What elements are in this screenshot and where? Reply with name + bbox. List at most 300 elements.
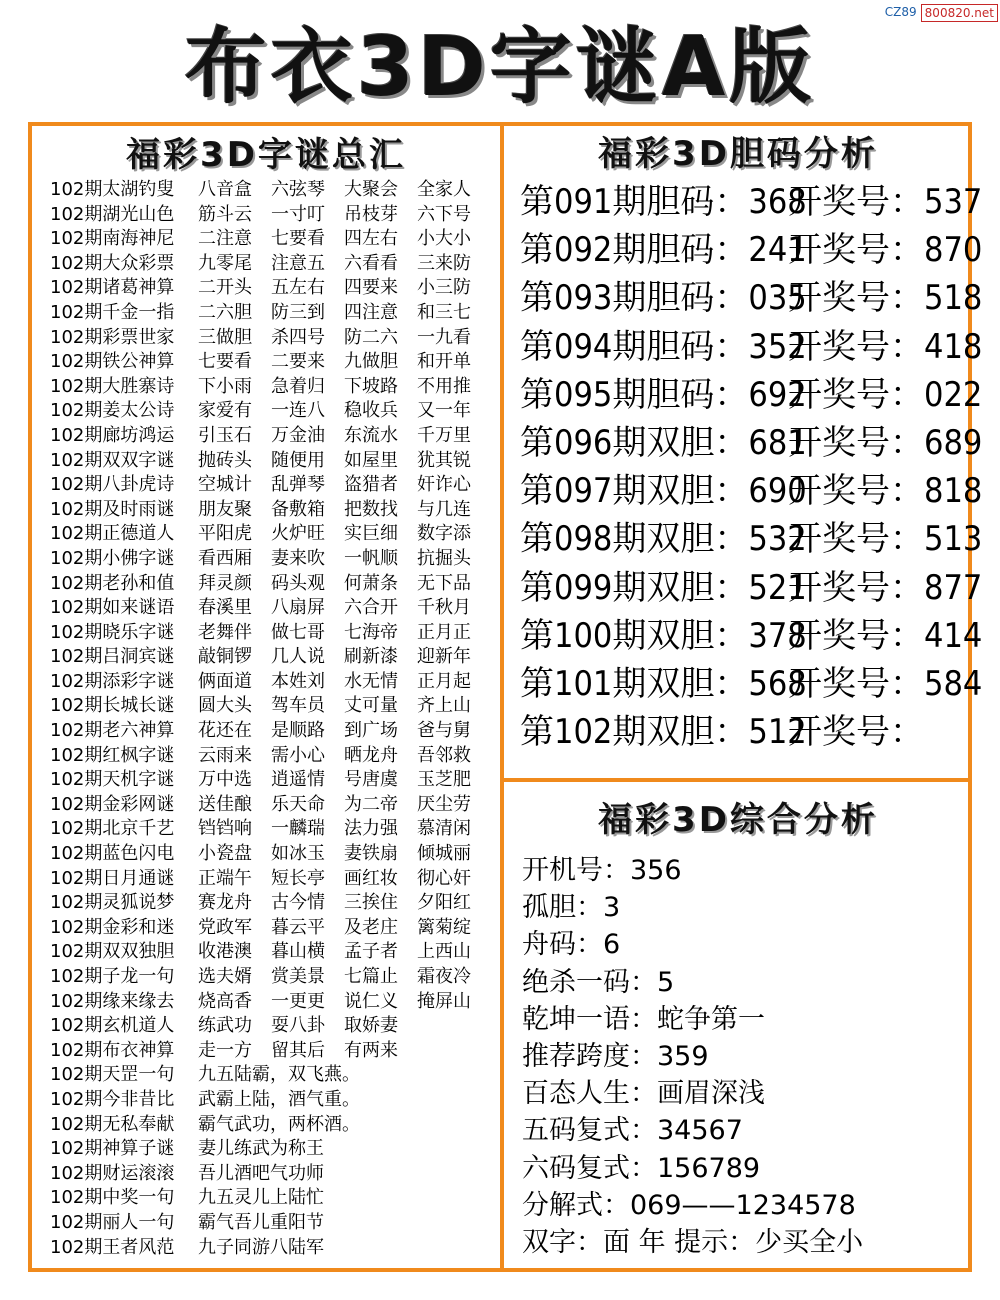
riddle-word: 七海帝: [344, 621, 398, 643]
info-value: 蛇争第一: [657, 1003, 765, 1035]
riddle-word: 走一方: [198, 1039, 252, 1061]
riddle-word: 烧高香: [198, 990, 252, 1012]
riddle-word: 实巨细: [344, 523, 398, 545]
riddle-word: 乱弹琴: [271, 474, 325, 496]
riddle-row: [50, 449, 490, 474]
dan-row: [520, 226, 983, 274]
riddle-word: 说仁义: [344, 990, 398, 1012]
riddle-word: 九零尾: [198, 252, 252, 274]
info-label: 舟码：: [522, 929, 603, 961]
riddle-word: 爸与舅: [417, 720, 471, 742]
riddle-row: [50, 1039, 490, 1064]
dan-code: 第093期胆码：035: [520, 278, 807, 319]
riddle-row: [50, 793, 490, 818]
riddle-word: 驾车员: [271, 695, 325, 717]
riddle-source: 102期南海神尼: [50, 228, 175, 250]
riddle-row: [50, 498, 490, 523]
draw-number: 开奖号：877: [788, 567, 983, 608]
page-title: 布衣3D字谜A版: [184, 20, 816, 115]
info-value: 156789: [657, 1152, 761, 1184]
riddle-source: 102期缘来缘去: [50, 990, 175, 1012]
riddle-word: 和三七: [417, 301, 471, 323]
riddle-word: 与几连: [417, 498, 471, 520]
riddle-row: [50, 301, 490, 326]
riddle-word: 二要来: [271, 351, 325, 373]
info-value: 面 年 提示：少买全小: [603, 1226, 864, 1258]
riddle-source: 102期诸葛神算: [50, 277, 175, 299]
riddle-word: 水无情: [344, 670, 398, 692]
riddle-word: 妻铁扇: [344, 843, 398, 865]
riddle-word: 平阳虎: [198, 523, 252, 545]
info-value: 359: [657, 1040, 709, 1072]
riddle-source: 102期丽人一句: [50, 1211, 175, 1233]
info-row: [522, 889, 962, 926]
info-row: [522, 1224, 962, 1261]
riddle-source: 102期红枫字谜: [50, 744, 175, 766]
riddle-word: 下小雨: [198, 375, 252, 397]
riddle-word: 拜灵颜: [198, 572, 252, 594]
riddle-word: 春溪里: [198, 597, 252, 619]
info-list: [522, 852, 962, 1261]
info-label: 乾坤一语：: [522, 1003, 657, 1035]
riddle-word: 下坡路: [344, 375, 398, 397]
riddle-source: 102期铁公神算: [50, 351, 175, 373]
riddle-word: 选夫婿: [198, 966, 252, 987]
riddle-word: 小三防: [417, 277, 471, 299]
riddle-word: 万中选: [198, 769, 252, 791]
riddle-word: 彻心奸: [417, 867, 471, 889]
riddle-word: 注意五: [271, 252, 325, 274]
dan-row: [520, 515, 983, 563]
riddle-source: 102期双双字谜: [50, 449, 175, 471]
riddle-word: 杀四号: [271, 326, 325, 348]
riddle-source: 102期老孙和值: [50, 572, 175, 594]
dan-row: [520, 419, 983, 467]
draw-number: 开奖号：818: [788, 471, 983, 512]
dan-row: [520, 564, 983, 612]
riddle-row: [50, 375, 490, 400]
riddle-word: 逍遥情: [271, 769, 325, 791]
riddle-word: 盗猎者: [344, 474, 398, 496]
dan-row: [520, 467, 983, 515]
riddle-word: 收港澳: [198, 941, 252, 963]
riddle-word: 需小心: [271, 744, 325, 766]
riddle-row: [50, 891, 490, 916]
riddle-source: 102期神算子谜: [50, 1138, 175, 1160]
draw-number: 开奖号：870: [788, 230, 983, 271]
riddle-word: 短长亭: [271, 867, 325, 889]
riddle-word: 吾邻救: [417, 744, 471, 766]
riddle-word: 铛铛响: [198, 818, 252, 840]
riddle-word: 一麟瑞: [271, 818, 325, 840]
riddle-word: 一连八: [271, 400, 325, 422]
riddle-word: 四注意: [344, 301, 398, 323]
draw-number: 开奖号：584: [788, 663, 983, 704]
riddle-word: 奸诈心: [417, 474, 471, 496]
riddle-verse: 九五陆霸，双飞燕。: [198, 1064, 360, 1086]
riddle-source: 102期正德道人: [50, 523, 175, 545]
dan-code: 第100期双胆：378: [520, 615, 807, 656]
riddle-word: 六看看: [344, 252, 398, 274]
riddle-row: [50, 768, 490, 793]
riddle-word: 三来防: [417, 252, 471, 274]
riddle-source: 102期长城长谜: [50, 695, 175, 717]
riddle-row: [50, 547, 490, 572]
comprehensive-analysis-title: 福彩3D综合分析: [598, 800, 878, 840]
riddle-source: 102期大众彩票: [50, 252, 175, 274]
riddle-source: 102期双双独胆: [50, 941, 175, 963]
riddle-word: 七要看: [271, 228, 325, 250]
riddle-source: 102期金彩和迷: [50, 916, 175, 938]
riddle-source: 102期晓乐字谜: [50, 621, 175, 643]
draw-number: 开奖号：518: [788, 278, 983, 319]
riddle-word: 火炉旺: [271, 523, 325, 545]
riddle-row: [50, 1014, 490, 1039]
riddle-verse: 九五灵儿上陆忙: [198, 1187, 324, 1209]
riddle-row: [50, 965, 490, 990]
riddle-summary-title: 福彩3D字谜总汇: [126, 135, 406, 175]
riddle-word: 六弦琴: [271, 179, 325, 200]
info-label: 分解式：: [522, 1189, 630, 1221]
riddle-word: 圆大头: [198, 695, 252, 717]
riddle-word: 暮云平: [271, 916, 325, 938]
riddle-row: [50, 276, 490, 301]
riddle-row: [50, 227, 490, 252]
riddle-source: 102期天罡一句: [50, 1064, 175, 1086]
riddle-row: [50, 326, 490, 351]
riddle-row: [50, 621, 490, 646]
riddle-word: 不用推: [417, 375, 471, 397]
dan-row: [520, 660, 983, 708]
riddle-word: 八音盒: [198, 179, 252, 200]
riddle-word: 正端午: [198, 867, 252, 889]
riddle-word: 到广场: [344, 720, 398, 742]
riddle-word: 几人说: [271, 646, 325, 668]
dan-code: 第102期双胆：512: [520, 712, 807, 753]
info-row: [522, 1001, 962, 1038]
riddle-list: [50, 178, 490, 1260]
riddle-word: 六下号: [417, 203, 471, 225]
riddle-word: 古今情: [271, 892, 325, 914]
riddle-word: 练武功: [198, 1015, 252, 1037]
riddle-word: 小瓷盘: [198, 843, 252, 865]
riddle-word: 孟子者: [344, 941, 398, 963]
info-label: 五码复式：: [522, 1115, 657, 1147]
riddle-word: 八扇屏: [271, 597, 325, 619]
riddle-source: 102期金彩网谜: [50, 793, 175, 815]
info-label: 推荐跨度：: [522, 1040, 657, 1072]
watermark-site: 800820.net: [921, 4, 998, 22]
riddle-word: 备敷箱: [271, 498, 325, 520]
dan-row: [520, 323, 983, 371]
riddle-row: [50, 990, 490, 1015]
riddle-word: 画红妆: [344, 867, 398, 889]
info-value: 画眉深浅: [657, 1078, 765, 1110]
riddle-word: 妻来吹: [271, 547, 325, 569]
riddle-row: [50, 399, 490, 424]
riddle-source: 102期天机字谜: [50, 769, 175, 791]
riddle-word: 正月起: [417, 670, 471, 692]
riddle-word: 看西厢: [198, 547, 252, 569]
riddle-word: 是顺路: [271, 720, 325, 742]
riddle-word: [417, 1039, 490, 1064]
riddle-word: 如冰玉: [271, 843, 325, 865]
dan-analysis-title: 福彩3D胆码分析: [598, 134, 878, 174]
riddle-source: 102期太湖钓叟: [50, 179, 175, 200]
dan-code: 第091期胆码：368: [520, 182, 807, 222]
riddle-word: 万金油: [271, 424, 325, 446]
riddle-word: 全家人: [417, 179, 471, 200]
riddle-row: [50, 1088, 490, 1113]
riddle-word: 及老庄: [344, 916, 398, 938]
riddle-row: [50, 645, 490, 670]
riddle-row: [50, 744, 490, 769]
riddle-word: 一寸叮: [271, 203, 325, 225]
riddle-word: 俩面道: [198, 670, 252, 692]
info-label: 百态人生：: [522, 1078, 657, 1110]
comprehensive-analysis-panel: [504, 782, 972, 1272]
riddle-word: 号唐虞: [344, 769, 398, 791]
riddle-source: 102期廊坊鸿运: [50, 424, 175, 446]
riddle-row: [50, 1063, 490, 1088]
riddle-word: 千秋月: [417, 597, 471, 619]
riddle-word: 迎新年: [417, 646, 471, 668]
riddle-word: 乐天命: [271, 793, 325, 815]
info-value: 3: [603, 892, 621, 924]
riddle-verse: 妻儿练武为称王: [198, 1138, 324, 1160]
dan-code: 第095期胆码：692: [520, 374, 807, 415]
riddle-word: 七篇止: [344, 966, 398, 987]
dan-row: [520, 612, 983, 660]
riddle-word: 家爱有: [198, 400, 252, 422]
riddle-word: 无下品: [417, 572, 471, 594]
riddle-word: 数字添: [417, 523, 471, 545]
riddle-row: [50, 572, 490, 597]
info-row: [522, 926, 962, 963]
riddle-word: 老舞伴: [198, 621, 252, 643]
riddle-source: 102期如来谜语: [50, 597, 175, 619]
riddle-word: 二注意: [198, 228, 252, 250]
riddle-source: 102期老六神算: [50, 720, 175, 742]
riddle-word: 法力强: [344, 818, 398, 840]
dan-row: [520, 371, 983, 419]
dan-code: 第101期双胆：568: [520, 663, 807, 704]
riddle-row: [50, 1236, 490, 1261]
riddle-word: 留其后: [271, 1039, 325, 1061]
info-label: 开机号：: [522, 855, 630, 886]
riddle-word: 小大小: [417, 228, 471, 250]
dan-code: 第098期双胆：532: [520, 519, 807, 560]
riddle-verse: 霸气武功，两杯酒。: [198, 1113, 360, 1135]
riddle-source: 102期无私奉献: [50, 1113, 175, 1135]
riddle-row: [50, 719, 490, 744]
info-row: [522, 1075, 962, 1112]
info-label: 六码复式：: [522, 1152, 657, 1184]
dan-code: 第094期胆码：352: [520, 326, 807, 367]
riddle-row: [50, 522, 490, 547]
riddle-source: 102期吕洞宾谜: [50, 646, 175, 668]
dan-code: 第099期双胆：521: [520, 567, 807, 608]
riddle-word: 何萧条: [344, 572, 398, 594]
riddle-row: [50, 1186, 490, 1211]
riddle-word: 丈可量: [344, 695, 398, 717]
draw-number: 开奖号：537: [788, 182, 983, 222]
dan-code: 第096期双胆：681: [520, 422, 807, 463]
riddle-row: [50, 596, 490, 621]
riddle-word: 七要看: [198, 351, 252, 373]
riddle-word: 本姓刘: [271, 670, 325, 692]
riddle-word: 做七哥: [271, 621, 325, 643]
riddle-word: 上西山: [417, 941, 471, 963]
riddle-row: [50, 1162, 490, 1187]
riddle-source: 102期中奖一句: [50, 1187, 175, 1209]
riddle-word: 掩屏山: [417, 990, 471, 1012]
riddle-word: 一帆顺: [344, 547, 398, 569]
riddle-word: 朋友聚: [198, 498, 252, 520]
riddle-source: 102期子龙一句: [50, 966, 175, 987]
riddle-source: 102期姜太公诗: [50, 400, 175, 422]
riddle-word: 为二帝: [344, 793, 398, 815]
riddle-word: 把数找: [344, 498, 398, 520]
riddle-word: 倾城丽: [417, 843, 471, 865]
riddle-word: 云雨来: [198, 744, 252, 766]
riddle-verse: 霸气吾儿重阳节: [198, 1211, 324, 1233]
riddle-word: 随便用: [271, 449, 325, 471]
riddle-word: 犹其锐: [417, 449, 471, 471]
riddle-word: 又一年: [417, 400, 471, 422]
info-value: 5: [657, 966, 675, 998]
riddle-word: 三挨住: [344, 892, 398, 914]
riddle-word: 吊枝芽: [344, 203, 398, 225]
dan-code: 第092期胆码：241: [520, 230, 807, 271]
riddle-verse: 吾儿酒吧气功师: [198, 1162, 324, 1184]
riddle-source: 102期灵狐说梦: [50, 892, 175, 914]
riddle-word: 防三到: [271, 301, 325, 323]
riddle-word: 有两来: [344, 1039, 398, 1061]
riddle-row: [50, 473, 490, 498]
riddle-row: [50, 1113, 490, 1138]
riddle-row: [50, 178, 490, 203]
riddle-source: 102期八卦虎诗: [50, 474, 175, 496]
riddle-word: 一更更: [271, 990, 325, 1012]
dan-code: 第097期双胆：690: [520, 471, 807, 512]
info-label: 孤胆：: [522, 892, 603, 924]
riddle-source: 102期北京千艺: [50, 818, 175, 840]
riddle-word: 五左右: [271, 277, 325, 299]
riddle-word: 刷新漆: [344, 646, 398, 668]
riddle-word: 夕阳红: [417, 892, 471, 914]
riddle-word: 晒龙舟: [344, 744, 398, 766]
riddle-word: [417, 1014, 490, 1039]
riddle-word: 耍八卦: [271, 1015, 325, 1037]
draw-number: 开奖号：689: [788, 422, 983, 463]
riddle-source: 102期蓝色闪电: [50, 843, 175, 865]
riddle-word: 慕清闲: [417, 818, 471, 840]
riddle-row: [50, 252, 490, 277]
riddle-word: 正月正: [417, 621, 471, 643]
riddle-word: 暮山横: [271, 941, 325, 963]
riddle-word: 空城计: [198, 474, 252, 496]
dan-analysis-panel: [504, 126, 983, 778]
riddle-source: 102期财运滚滚: [50, 1162, 175, 1184]
riddle-source: 102期今非昔比: [50, 1088, 175, 1110]
riddle-verse: 武霸上陆，酒气重。: [198, 1088, 360, 1110]
content-frame: [28, 122, 983, 1272]
riddle-word: 送佳酿: [198, 793, 252, 815]
riddle-source: 102期千金一指: [50, 301, 175, 323]
info-row: [522, 1112, 962, 1149]
dan-row: [520, 708, 960, 756]
riddle-verse: 九子同游八陆军: [198, 1236, 324, 1258]
riddle-row: [50, 916, 490, 941]
riddle-word: 六合开: [344, 597, 398, 619]
riddle-word: 取娇妻: [344, 1015, 398, 1037]
info-label: 绝杀一码：: [522, 966, 657, 998]
riddle-row: [50, 424, 490, 449]
riddle-row: [50, 694, 490, 719]
info-value: 6: [603, 929, 621, 961]
riddle-source: 102期及时雨谜: [50, 498, 175, 520]
riddle-word: 稳收兵: [344, 400, 398, 422]
riddle-row: [50, 940, 490, 965]
riddle-row: [50, 203, 490, 228]
riddle-source: 102期彩票世家: [50, 326, 175, 348]
riddle-word: 赛龙舟: [198, 892, 252, 914]
riddle-word: 和开单: [417, 351, 471, 373]
riddle-word: 敲铜锣: [198, 646, 252, 668]
info-row: [522, 964, 962, 1001]
riddle-source: 102期湖光山色: [50, 203, 175, 225]
riddle-row: [50, 817, 490, 842]
info-row: [522, 852, 962, 889]
riddle-row: [50, 867, 490, 892]
riddle-word: 防二六: [344, 326, 398, 348]
riddle-word: 千万里: [417, 424, 471, 446]
riddle-word: 玉芝肥: [417, 769, 471, 791]
riddle-word: 急着归: [271, 375, 325, 397]
riddle-row: [50, 350, 490, 375]
draw-number: 开奖号：: [788, 712, 924, 753]
riddle-word: 赏美景: [271, 966, 325, 987]
info-row: [522, 1150, 962, 1187]
riddle-word: 花还在: [198, 720, 252, 742]
riddle-word: 筋斗云: [198, 203, 252, 225]
riddle-row: [50, 670, 490, 695]
riddle-word: 东流水: [344, 424, 398, 446]
riddle-source: 102期王者风范: [50, 1236, 175, 1258]
riddle-word: 一九看: [417, 326, 471, 348]
riddle-word: 引玉石: [198, 424, 252, 446]
riddle-word: 抛砖头: [198, 449, 252, 471]
info-row: [522, 1038, 962, 1075]
riddle-word: 党政军: [198, 916, 252, 938]
riddle-word: 九做胆: [344, 351, 398, 373]
riddle-word: 厌尘劳: [417, 793, 471, 815]
riddle-row: [50, 1137, 490, 1162]
riddle-word: 二开头: [198, 277, 252, 299]
riddle-word: 齐上山: [417, 695, 471, 717]
info-row: [522, 1187, 962, 1224]
draw-number: 开奖号：418: [788, 326, 983, 367]
riddle-row: [50, 1211, 490, 1236]
dan-list: [520, 178, 983, 756]
riddle-word: 篱菊绽: [417, 916, 471, 938]
riddle-source: 102期小佛字谜: [50, 547, 175, 569]
dan-row: [520, 274, 983, 322]
riddle-source: 102期布衣神算: [50, 1039, 175, 1061]
riddle-word: 大聚会: [344, 179, 398, 200]
watermark-code: CZ89: [884, 5, 917, 19]
